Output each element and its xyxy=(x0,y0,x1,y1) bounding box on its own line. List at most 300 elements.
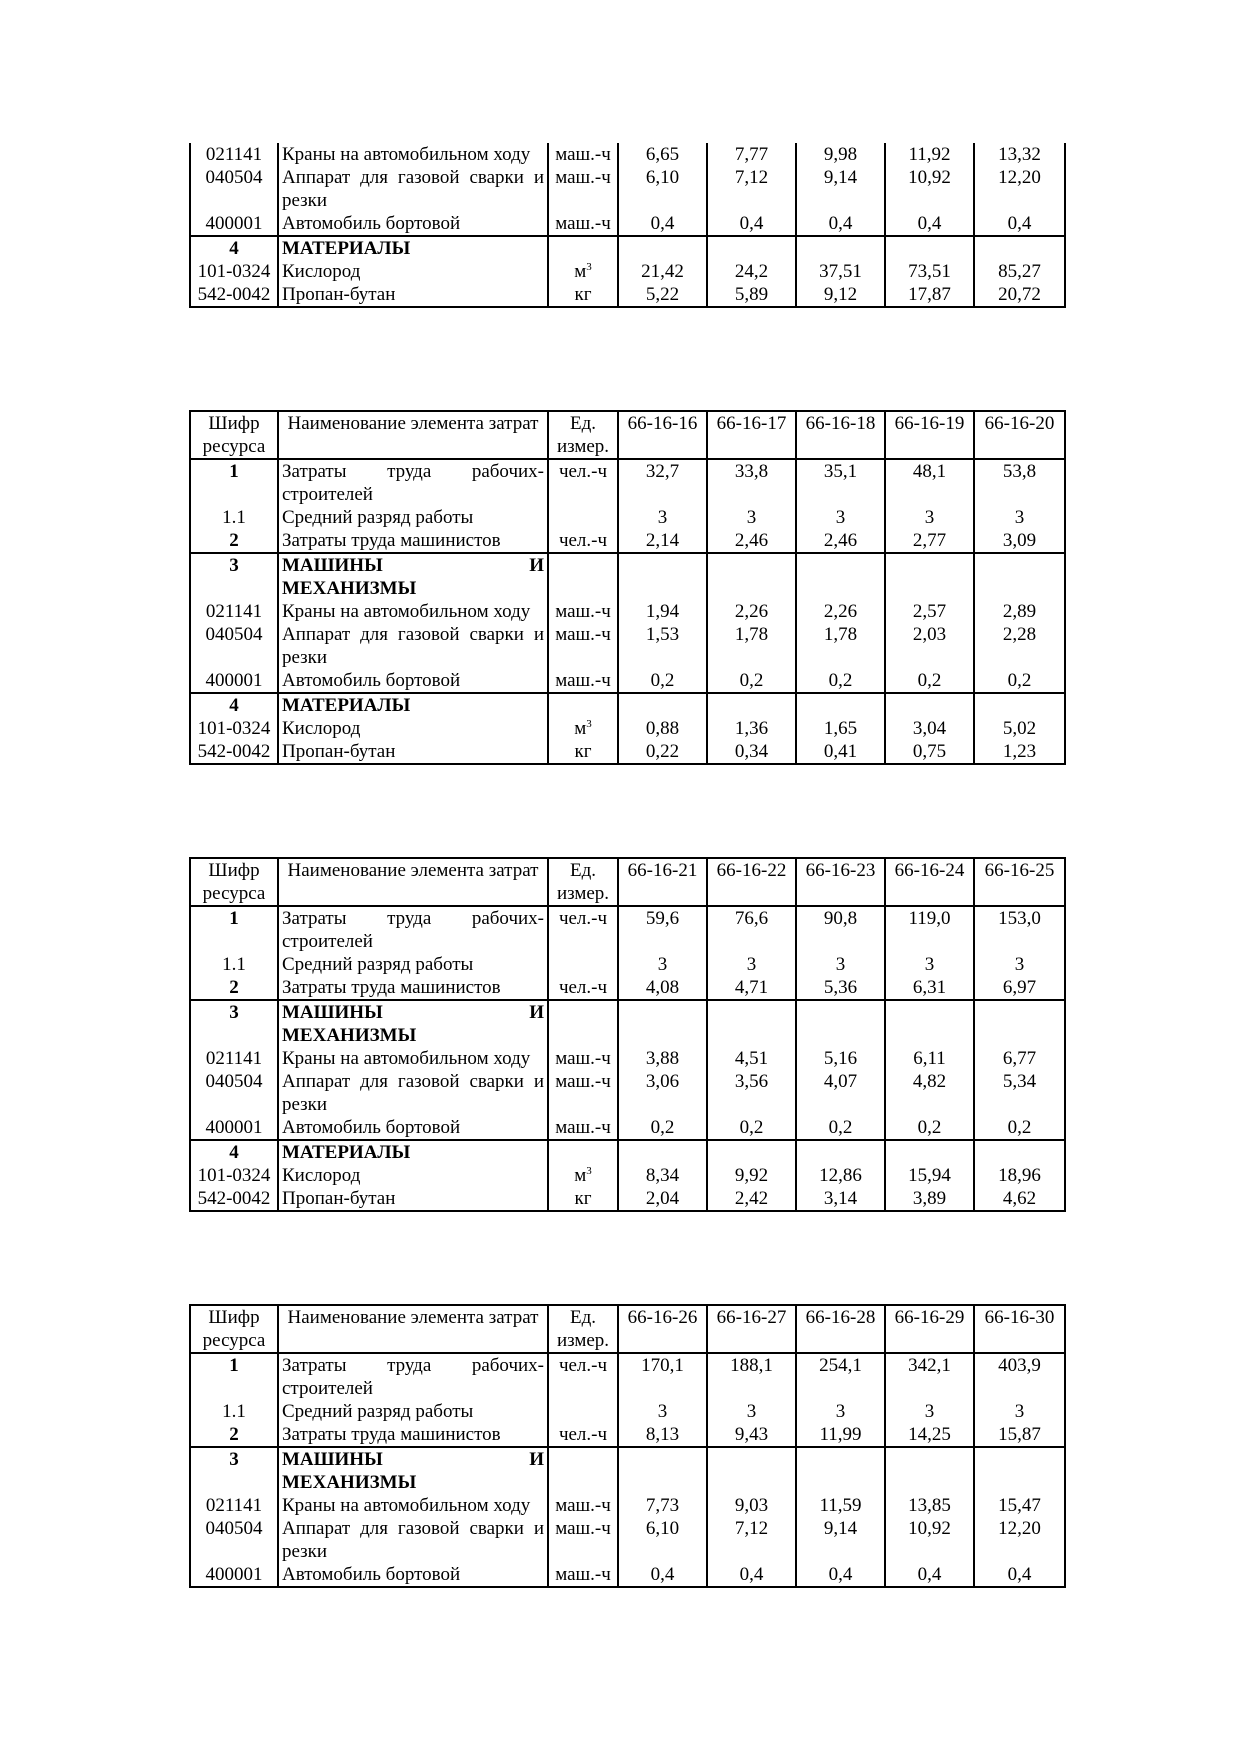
resource-code: 1.1 xyxy=(190,506,278,529)
value-cell: 9,14 xyxy=(796,1517,885,1563)
table-row xyxy=(190,1423,1065,1447)
element-name: Затраты труда машинистов xyxy=(278,976,548,1000)
value-cell: 8,34 xyxy=(618,1164,707,1187)
element-name: Пропан-бутан xyxy=(278,283,548,307)
element-name: Затраты труда рабочих-строителей xyxy=(278,459,548,506)
unit: кг xyxy=(548,1187,618,1211)
value-cell: 2,14 xyxy=(618,529,707,553)
value-cell xyxy=(974,1000,1065,1047)
header-norm-code: 66-16-27 xyxy=(707,1305,796,1353)
element-name: Автомобиль бортовой xyxy=(278,669,548,693)
value-cell: 3 xyxy=(974,506,1065,529)
header-unit: Ед. измер. xyxy=(548,411,618,459)
table-row xyxy=(190,953,1065,976)
value-cell: 2,26 xyxy=(707,600,796,623)
value-cell: 13,85 xyxy=(885,1494,974,1517)
value-cell: 35,1 xyxy=(796,459,885,506)
value-cell: 5,34 xyxy=(974,1070,1065,1116)
unit xyxy=(548,506,618,529)
table-row xyxy=(190,1400,1065,1423)
header-norm-code: 66-16-23 xyxy=(796,858,885,906)
value-cell: 2,46 xyxy=(796,529,885,553)
unit: маш.-ч xyxy=(548,1563,618,1587)
table-row xyxy=(190,1517,1065,1563)
element-name xyxy=(278,553,548,600)
header-resource-code: Шифр ресурса xyxy=(190,411,278,459)
value-cell: 2,26 xyxy=(796,600,885,623)
header-element-name: Наименование элемента затрат xyxy=(278,858,548,906)
value-cell: 85,27 xyxy=(974,260,1065,283)
table-row xyxy=(190,600,1065,623)
value-cell: 2,03 xyxy=(885,623,974,669)
value-cell: 18,96 xyxy=(974,1164,1065,1187)
value-cell: 12,86 xyxy=(796,1164,885,1187)
value-cell xyxy=(885,553,974,600)
value-cell: 5,22 xyxy=(618,283,707,307)
table-row xyxy=(190,166,1065,212)
unit: маш.-ч xyxy=(548,1116,618,1140)
table-row xyxy=(190,1140,1065,1164)
resource-code: 021141 xyxy=(190,1494,278,1517)
unit xyxy=(548,1447,618,1494)
element-name: Средний разряд работы xyxy=(278,506,548,529)
resource-code: 400001 xyxy=(190,212,278,236)
value-cell: 3,04 xyxy=(885,717,974,740)
value-cell: 1,65 xyxy=(796,717,885,740)
table-row xyxy=(190,976,1065,1000)
value-cell xyxy=(618,236,707,260)
value-cell: 6,31 xyxy=(885,976,974,1000)
value-cell: 3,56 xyxy=(707,1070,796,1116)
value-cell xyxy=(618,1447,707,1494)
header-norm-code: 66-16-29 xyxy=(885,1305,974,1353)
value-cell xyxy=(796,1447,885,1494)
header-resource-code: Шифр ресурса xyxy=(190,858,278,906)
value-cell: 90,8 xyxy=(796,906,885,953)
element-name: Средний разряд работы xyxy=(278,953,548,976)
resource-code: 021141 xyxy=(190,600,278,623)
value-cell: 5,89 xyxy=(707,283,796,307)
element-name xyxy=(278,1447,548,1494)
resource-code: 4 xyxy=(190,236,278,260)
value-cell: 3 xyxy=(974,1400,1065,1423)
value-cell: 254,1 xyxy=(796,1353,885,1400)
unit-text: м xyxy=(574,1165,587,1186)
value-cell xyxy=(707,1447,796,1494)
resource-table xyxy=(189,410,1066,765)
value-cell: 0,34 xyxy=(707,740,796,764)
value-cell: 11,92 xyxy=(885,143,974,166)
value-cell: 0,4 xyxy=(707,212,796,236)
value-cell: 2,89 xyxy=(974,600,1065,623)
value-cell xyxy=(796,1140,885,1164)
value-cell: 15,47 xyxy=(974,1494,1065,1517)
value-cell: 20,72 xyxy=(974,283,1065,307)
table-row xyxy=(190,1353,1065,1400)
element-name: Кислород xyxy=(278,260,548,283)
section-name-line: МАШИНЫ И xyxy=(282,1449,544,1470)
value-cell: 0,2 xyxy=(796,1116,885,1140)
header-norm-code: 66-16-25 xyxy=(974,858,1065,906)
value-cell: 4,82 xyxy=(885,1070,974,1116)
element-name: Пропан-бутан xyxy=(278,740,548,764)
resource-code: 400001 xyxy=(190,1563,278,1587)
value-cell: 6,65 xyxy=(618,143,707,166)
value-cell: 3 xyxy=(707,1400,796,1423)
value-cell: 5,02 xyxy=(974,717,1065,740)
element-name: МАТЕРИАЛЫ xyxy=(278,236,548,260)
value-cell: 3,89 xyxy=(885,1187,974,1211)
value-cell xyxy=(974,1140,1065,1164)
element-name: Затраты труда машинистов xyxy=(278,1423,548,1447)
unit-superscript: 3 xyxy=(586,1165,592,1177)
value-cell: 8,13 xyxy=(618,1423,707,1447)
unit: маш.-ч xyxy=(548,669,618,693)
value-cell: 4,07 xyxy=(796,1070,885,1116)
value-cell: 153,0 xyxy=(974,906,1065,953)
value-cell: 0,2 xyxy=(885,669,974,693)
element-name: МАТЕРИАЛЫ xyxy=(278,693,548,717)
value-cell: 17,87 xyxy=(885,283,974,307)
value-cell: 0,4 xyxy=(796,212,885,236)
table-row xyxy=(190,717,1065,740)
resource-code: 2 xyxy=(190,529,278,553)
element-name: МАТЕРИАЛЫ xyxy=(278,1140,548,1164)
unit-superscript: 3 xyxy=(586,261,592,273)
value-cell: 6,11 xyxy=(885,1047,974,1070)
value-cell: 0,4 xyxy=(707,1563,796,1587)
value-cell: 3,06 xyxy=(618,1070,707,1116)
value-cell: 76,6 xyxy=(707,906,796,953)
resource-table xyxy=(189,857,1066,1212)
table-row xyxy=(190,740,1065,764)
value-cell xyxy=(974,693,1065,717)
resource-code: 040504 xyxy=(190,1517,278,1563)
resource-code: 040504 xyxy=(190,623,278,669)
resource-code: 021141 xyxy=(190,143,278,166)
value-cell: 6,10 xyxy=(618,166,707,212)
resource-code: 1 xyxy=(190,459,278,506)
value-cell: 3,14 xyxy=(796,1187,885,1211)
resource-code: 101-0324 xyxy=(190,717,278,740)
value-cell: 6,10 xyxy=(618,1517,707,1563)
unit-text: м xyxy=(574,261,587,282)
resource-code: 4 xyxy=(190,693,278,717)
element-name: Затраты труда машинистов xyxy=(278,529,548,553)
element-name: Автомобиль бортовой xyxy=(278,212,548,236)
value-cell: 1,36 xyxy=(707,717,796,740)
value-cell xyxy=(796,693,885,717)
value-cell xyxy=(974,236,1065,260)
value-cell: 9,12 xyxy=(796,283,885,307)
value-cell: 3 xyxy=(618,953,707,976)
value-cell: 3 xyxy=(707,953,796,976)
value-cell: 6,77 xyxy=(974,1047,1065,1070)
unit xyxy=(548,260,618,283)
unit-text: м xyxy=(574,718,587,739)
value-cell: 0,75 xyxy=(885,740,974,764)
resource-table xyxy=(189,1304,1066,1588)
resource-code: 040504 xyxy=(190,1070,278,1116)
unit: маш.-ч xyxy=(548,212,618,236)
table-row xyxy=(190,553,1065,600)
value-cell xyxy=(796,1000,885,1047)
resource-code: 4 xyxy=(190,1140,278,1164)
value-cell xyxy=(796,236,885,260)
value-cell: 3 xyxy=(796,1400,885,1423)
unit: чел.-ч xyxy=(548,529,618,553)
unit xyxy=(548,1400,618,1423)
value-cell: 9,03 xyxy=(707,1494,796,1517)
table-row xyxy=(190,623,1065,669)
value-cell: 3 xyxy=(796,506,885,529)
value-cell: 119,0 xyxy=(885,906,974,953)
value-cell: 3 xyxy=(618,506,707,529)
section-name-line: МЕХАНИЗМЫ xyxy=(282,1025,417,1046)
value-cell: 0,2 xyxy=(618,1116,707,1140)
value-cell: 4,51 xyxy=(707,1047,796,1070)
value-cell: 0,88 xyxy=(618,717,707,740)
header-norm-code: 66-16-17 xyxy=(707,411,796,459)
header-resource-code: Шифр ресурса xyxy=(190,1305,278,1353)
value-cell: 3 xyxy=(885,506,974,529)
value-cell: 7,77 xyxy=(707,143,796,166)
header-element-name: Наименование элемента затрат xyxy=(278,1305,548,1353)
unit: маш.-ч xyxy=(548,166,618,212)
value-cell: 6,97 xyxy=(974,976,1065,1000)
header-element-name: Наименование элемента затрат xyxy=(278,411,548,459)
value-cell: 0,22 xyxy=(618,740,707,764)
value-cell: 0,4 xyxy=(974,1563,1065,1587)
element-name: Пропан-бутан xyxy=(278,1187,548,1211)
resource-code: 400001 xyxy=(190,1116,278,1140)
unit xyxy=(548,553,618,600)
value-cell xyxy=(707,693,796,717)
value-cell: 11,99 xyxy=(796,1423,885,1447)
value-cell: 0,2 xyxy=(707,669,796,693)
value-cell: 10,92 xyxy=(885,166,974,212)
value-cell: 0,41 xyxy=(796,740,885,764)
value-cell: 12,20 xyxy=(974,166,1065,212)
header-norm-code: 66-16-20 xyxy=(974,411,1065,459)
value-cell: 4,62 xyxy=(974,1187,1065,1211)
header-unit: Ед. измер. xyxy=(548,1305,618,1353)
value-cell: 1,23 xyxy=(974,740,1065,764)
value-cell: 48,1 xyxy=(885,459,974,506)
value-cell: 0,4 xyxy=(618,1563,707,1587)
header-norm-code: 66-16-19 xyxy=(885,411,974,459)
element-name: Автомобиль бортовой xyxy=(278,1116,548,1140)
resource-code: 101-0324 xyxy=(190,260,278,283)
table-header-row xyxy=(190,858,1065,906)
value-cell xyxy=(707,1140,796,1164)
value-cell: 4,71 xyxy=(707,976,796,1000)
table-row xyxy=(190,1070,1065,1116)
unit: чел.-ч xyxy=(548,1423,618,1447)
table-row xyxy=(190,236,1065,260)
value-cell: 0,2 xyxy=(796,669,885,693)
value-cell xyxy=(885,236,974,260)
table-header-row xyxy=(190,411,1065,459)
unit xyxy=(548,1000,618,1047)
table-header-row xyxy=(190,1305,1065,1353)
header-norm-code: 66-16-16 xyxy=(618,411,707,459)
value-cell: 21,42 xyxy=(618,260,707,283)
value-cell: 0,4 xyxy=(885,212,974,236)
table-row xyxy=(190,693,1065,717)
value-cell: 15,94 xyxy=(885,1164,974,1187)
value-cell: 24,2 xyxy=(707,260,796,283)
value-cell: 7,73 xyxy=(618,1494,707,1517)
value-cell xyxy=(885,693,974,717)
value-cell xyxy=(707,236,796,260)
value-cell: 0,2 xyxy=(974,1116,1065,1140)
value-cell: 0,2 xyxy=(618,669,707,693)
value-cell: 53,8 xyxy=(974,459,1065,506)
resource-code: 1 xyxy=(190,906,278,953)
value-cell: 1,78 xyxy=(796,623,885,669)
value-cell: 0,4 xyxy=(885,1563,974,1587)
section-name-line: МАШИНЫ И xyxy=(282,555,544,576)
value-cell xyxy=(618,693,707,717)
value-cell: 3,09 xyxy=(974,529,1065,553)
section-name-line: МЕХАНИЗМЫ xyxy=(282,1472,417,1493)
value-cell: 11,59 xyxy=(796,1494,885,1517)
unit xyxy=(548,1164,618,1187)
value-cell xyxy=(618,553,707,600)
value-cell xyxy=(974,1447,1065,1494)
resource-code: 1.1 xyxy=(190,1400,278,1423)
value-cell: 9,92 xyxy=(707,1164,796,1187)
value-cell: 7,12 xyxy=(707,1517,796,1563)
table-row xyxy=(190,1164,1065,1187)
value-cell: 2,28 xyxy=(974,623,1065,669)
unit: маш.-ч xyxy=(548,143,618,166)
unit: чел.-ч xyxy=(548,976,618,1000)
element-name: Кислород xyxy=(278,717,548,740)
table-row xyxy=(190,906,1065,953)
element-name: Краны на автомобильном ходу xyxy=(278,1047,548,1070)
value-cell: 3 xyxy=(796,953,885,976)
unit: маш.-ч xyxy=(548,1047,618,1070)
value-cell: 3 xyxy=(618,1400,707,1423)
table-row xyxy=(190,1494,1065,1517)
value-cell: 170,1 xyxy=(618,1353,707,1400)
unit: маш.-ч xyxy=(548,1070,618,1116)
table-row xyxy=(190,459,1065,506)
value-cell xyxy=(618,1000,707,1047)
value-cell: 2,42 xyxy=(707,1187,796,1211)
resource-code: 021141 xyxy=(190,1047,278,1070)
unit: чел.-ч xyxy=(548,1353,618,1400)
value-cell: 2,57 xyxy=(885,600,974,623)
table-row xyxy=(190,529,1065,553)
section-name-line: МАШИНЫ И xyxy=(282,1002,544,1023)
resource-code: 3 xyxy=(190,1447,278,1494)
unit xyxy=(548,1140,618,1164)
value-cell: 188,1 xyxy=(707,1353,796,1400)
table-row xyxy=(190,1187,1065,1211)
value-cell: 342,1 xyxy=(885,1353,974,1400)
value-cell: 3 xyxy=(885,953,974,976)
value-cell: 1,53 xyxy=(618,623,707,669)
resource-code: 2 xyxy=(190,1423,278,1447)
section-name-line: МЕХАНИЗМЫ xyxy=(282,578,417,599)
unit: кг xyxy=(548,283,618,307)
resource-code: 3 xyxy=(190,1000,278,1047)
resource-code: 101-0324 xyxy=(190,1164,278,1187)
table-row xyxy=(190,143,1065,166)
element-name: Аппарат для газовой сварки и резки xyxy=(278,1070,548,1116)
unit: маш.-ч xyxy=(548,1494,618,1517)
unit: маш.-ч xyxy=(548,623,618,669)
table-row xyxy=(190,260,1065,283)
value-cell xyxy=(707,553,796,600)
resource-code: 1.1 xyxy=(190,953,278,976)
value-cell: 4,08 xyxy=(618,976,707,1000)
value-cell: 0,2 xyxy=(974,669,1065,693)
value-cell: 59,6 xyxy=(618,906,707,953)
header-norm-code: 66-16-28 xyxy=(796,1305,885,1353)
value-cell xyxy=(974,553,1065,600)
value-cell: 3,88 xyxy=(618,1047,707,1070)
resource-code: 400001 xyxy=(190,669,278,693)
value-cell: 0,4 xyxy=(796,1563,885,1587)
value-cell: 3 xyxy=(885,1400,974,1423)
table-row xyxy=(190,283,1065,307)
table-row xyxy=(190,1000,1065,1047)
value-cell: 14,25 xyxy=(885,1423,974,1447)
value-cell: 9,98 xyxy=(796,143,885,166)
element-name: Затраты труда рабочих-строителей xyxy=(278,906,548,953)
value-cell xyxy=(885,1140,974,1164)
element-name xyxy=(278,1000,548,1047)
value-cell: 9,43 xyxy=(707,1423,796,1447)
unit: чел.-ч xyxy=(548,906,618,953)
resource-code: 040504 xyxy=(190,166,278,212)
element-name: Средний разряд работы xyxy=(278,1400,548,1423)
resource-table xyxy=(189,143,1066,308)
unit xyxy=(548,693,618,717)
value-cell: 33,8 xyxy=(707,459,796,506)
table-row xyxy=(190,212,1065,236)
resource-code: 542-0042 xyxy=(190,1187,278,1211)
unit: маш.-ч xyxy=(548,600,618,623)
value-cell: 12,20 xyxy=(974,1517,1065,1563)
element-name: Кислород xyxy=(278,1164,548,1187)
table-row xyxy=(190,1563,1065,1587)
value-cell xyxy=(707,1000,796,1047)
value-cell: 1,94 xyxy=(618,600,707,623)
value-cell: 73,51 xyxy=(885,260,974,283)
header-norm-code: 66-16-18 xyxy=(796,411,885,459)
value-cell: 0,4 xyxy=(618,212,707,236)
value-cell: 1,78 xyxy=(707,623,796,669)
resource-code: 542-0042 xyxy=(190,283,278,307)
value-cell xyxy=(618,1140,707,1164)
value-cell: 2,04 xyxy=(618,1187,707,1211)
value-cell: 403,9 xyxy=(974,1353,1065,1400)
value-cell: 0,2 xyxy=(885,1116,974,1140)
header-norm-code: 66-16-22 xyxy=(707,858,796,906)
value-cell: 5,36 xyxy=(796,976,885,1000)
resource-code: 3 xyxy=(190,553,278,600)
value-cell: 9,14 xyxy=(796,166,885,212)
resource-code: 2 xyxy=(190,976,278,1000)
value-cell: 13,32 xyxy=(974,143,1065,166)
table-row xyxy=(190,1047,1065,1070)
element-name: Аппарат для газовой сварки и резки xyxy=(278,623,548,669)
